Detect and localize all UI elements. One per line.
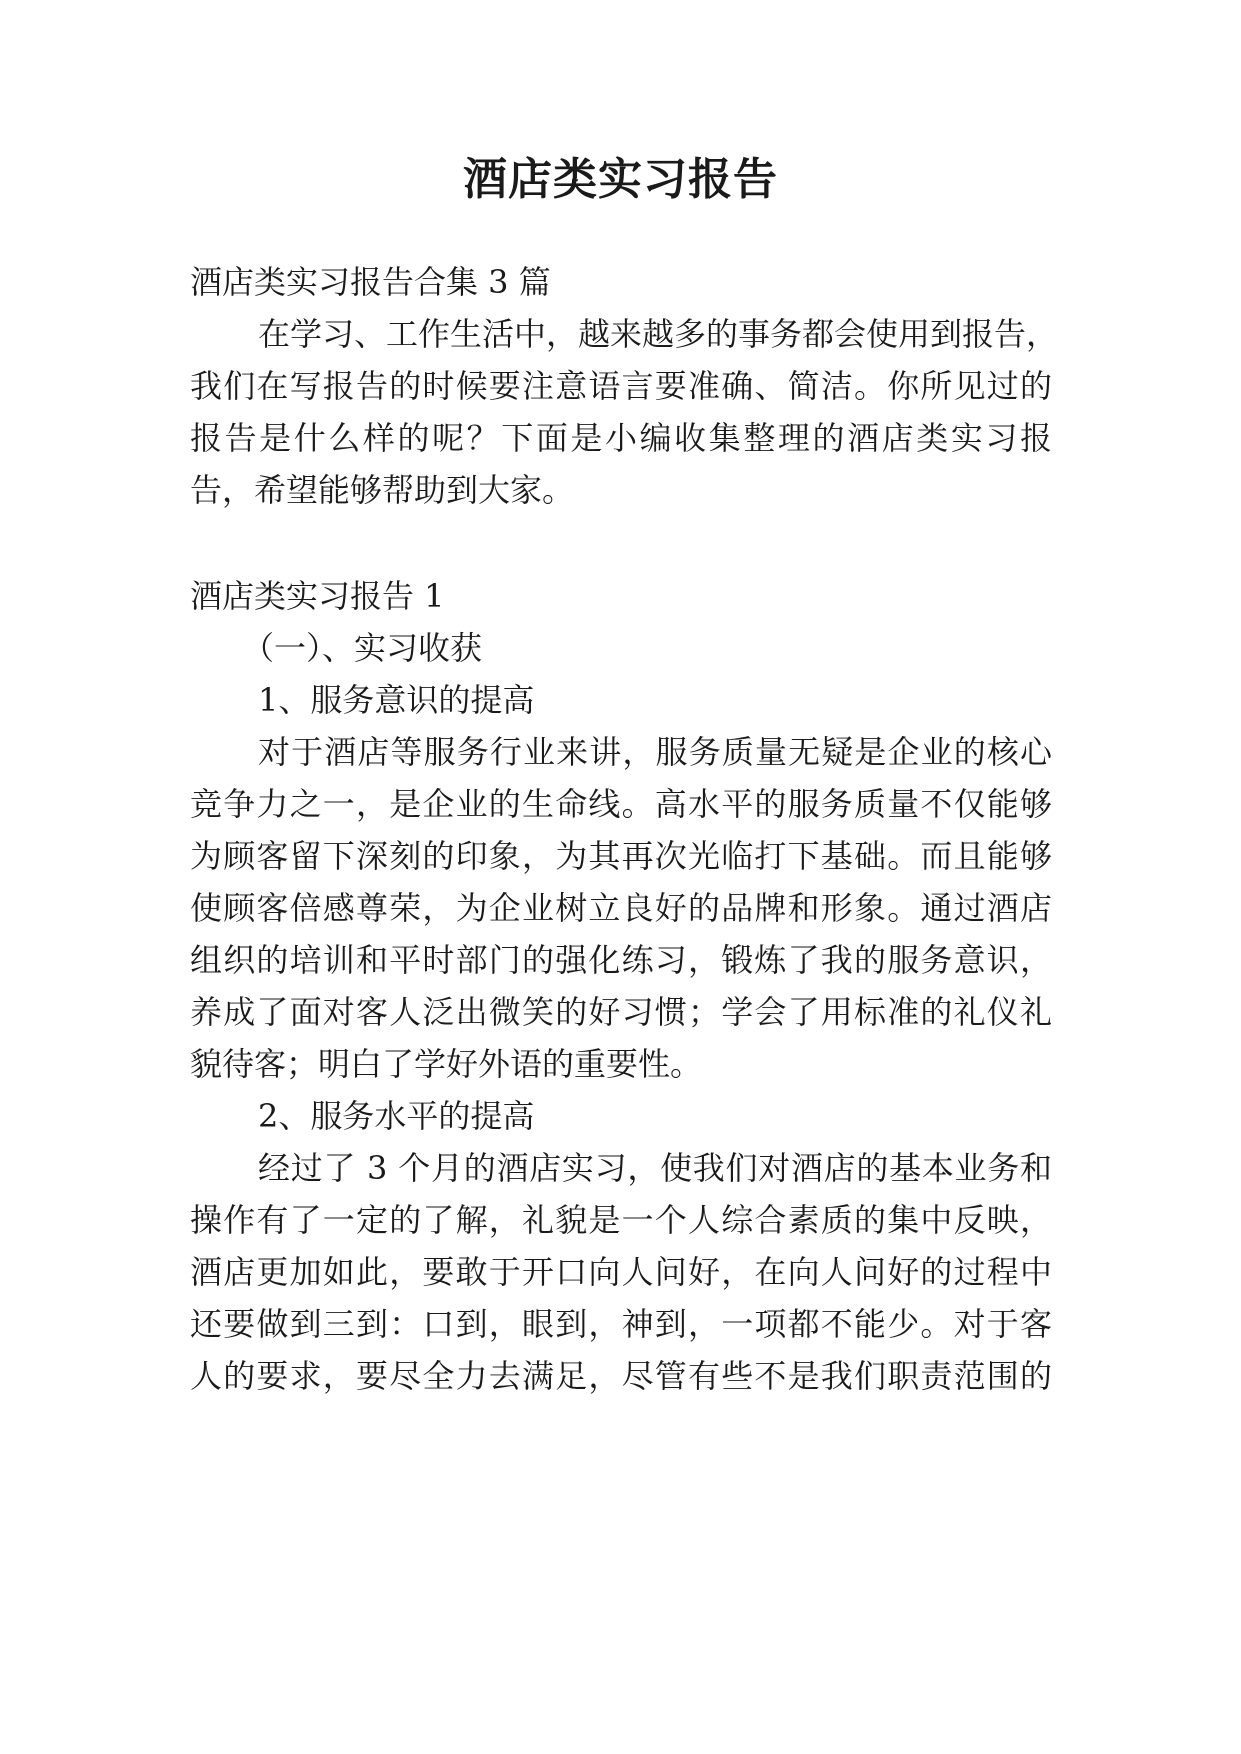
point1-paragraph-line: 养成了面对客人泛出微笑的好习惯；学会了用标准的礼仪礼 [190, 993, 1052, 1031]
point2-paragraph-line: 操作有了一定的了解，礼貌是一个人综合素质的集中反映， [190, 1201, 1052, 1239]
subsection-heading: （一）、实习收获 [242, 629, 483, 667]
point1-paragraph-line: 使顾客倍感尊荣，为企业树立良好的品牌和形象。通过酒店 [190, 889, 1052, 927]
intro-paragraph-line: 我们在写报告的时候要注意语言要准确、简洁。你所见过的 [190, 367, 1052, 405]
point-heading: 2、服务水平的提高 [258, 1097, 535, 1135]
point2-paragraph-line: 酒店更加如此，要敢于开口向人问好，在向人问好的过程中 [190, 1253, 1052, 1291]
point1-paragraph-line: 对于酒店等服务行业来讲，服务质量无疑是企业的核心 [258, 733, 1052, 771]
point1-paragraph-line: 貌待客；明白了学好外语的重要性。 [190, 1045, 703, 1083]
document-title: 酒店类实习报告 [463, 154, 778, 205]
point1-paragraph-line: 组织的培训和平时部门的强化练习，锻炼了我的服务意识， [190, 941, 1052, 979]
point1-paragraph-line: 为顾客留下深刻的印象，为其再次光临打下基础。而且能够 [190, 837, 1052, 875]
point2-paragraph-line: 经过了 3 个月的酒店实习，使我们对酒店的基本业务和 [258, 1149, 1052, 1187]
point2-paragraph-line: 还要做到三到：口到，眼到，神到，一项都不能少。对于客 [190, 1305, 1052, 1343]
intro-paragraph-line: 告，希望能够帮助到大家。 [190, 471, 575, 509]
intro-paragraph-line: 报告是什么样的呢？下面是小编收集整理的酒店类实习报 [190, 419, 1052, 457]
intro-heading: 酒店类实习报告合集 3 篇 [190, 263, 551, 301]
point1-paragraph-line: 竞争力之一，是企业的生命线。高水平的服务质量不仅能够 [190, 785, 1052, 823]
intro-paragraph-line: 在学习、工作生活中，越来越多的事务都会使用到报告， [258, 315, 1059, 353]
section-heading: 酒店类实习报告 1 [190, 577, 445, 615]
point2-paragraph-line: 人的要求，要尽全力去满足，尽管有些不是我们职责范围的 [190, 1357, 1052, 1395]
point-heading: 1、服务意识的提高 [258, 681, 535, 719]
